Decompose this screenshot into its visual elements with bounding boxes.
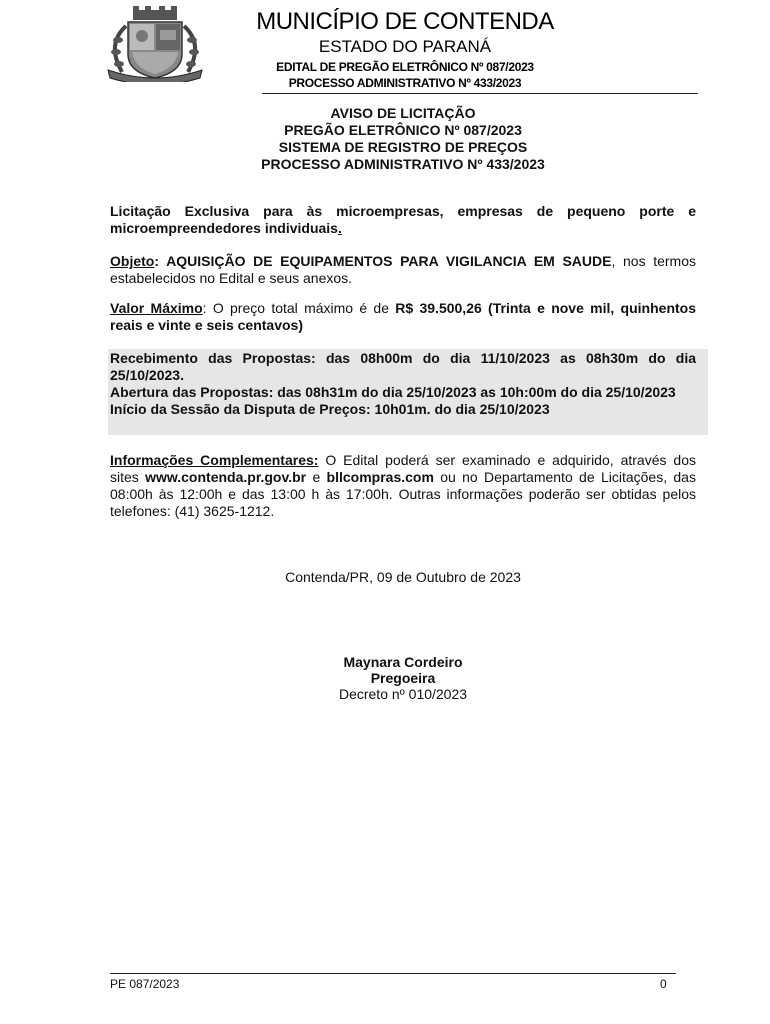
licitacao-paragraph — [110, 203, 696, 237]
info-text2: e — [306, 469, 327, 485]
notice-heading-line1: AVISO DE LICITAÇÃO — [330, 105, 476, 121]
municipality-title: MUNICÍPIO DE CONTENDA — [256, 8, 554, 35]
footer-divider — [110, 973, 676, 974]
info-label: Informações Complementares: — [110, 452, 319, 468]
licitacao-end: . — [337, 220, 342, 236]
objeto-paragraph — [110, 253, 696, 287]
notice-heading-line3: SISTEMA DE REGISTRO DE PREÇOS — [278, 139, 528, 155]
header-divider — [262, 93, 698, 94]
site-link-contenda[interactable]: www.contenda.pr.gov.br — [145, 469, 307, 485]
info-text1: O Edital poderá ser examinado e adquirido, através dos sites — [110, 452, 696, 485]
info-text3: ou no Departamento de Licitações, das 08:00h às 12:00h e das 13:00 h às 17:00h. Outras informações poderão ser obtidas pelos telefones: (41) 3625-1212. — [110, 469, 696, 519]
valor-label: Valor Máximo — [110, 300, 203, 316]
valor-mid: : O preço total máximo é de — [202, 300, 396, 316]
signatory-name: Maynara Cordeiro — [343, 654, 463, 670]
objeto-rest: , nos termos estabelecidos no Edital e seus anexos. — [110, 253, 696, 286]
valor-value: R$ 39.500,26 (Trinta e nove mil, quinhentos reais e vinte e seis centavos) — [110, 300, 696, 333]
notice-heading-line2: PREGÃO ELETRÔNICO Nº 087/2023 — [284, 122, 522, 138]
edital-number: EDITAL DE PREGÃO ELETRÔNICO Nº 087/2023 — [276, 60, 534, 74]
info-paragraph — [110, 452, 696, 520]
notice-heading-line4: PROCESSO ADMINISTRATIVO Nº 433/2023 — [261, 156, 545, 172]
footer-reference: PE 087/2023 — [110, 977, 180, 991]
signatory-role: Pregoeira — [370, 670, 436, 686]
inicio-line: Início da Sessão da Disputa de Preços: 10h01m. do dia 25/10/2023 — [110, 401, 550, 417]
objeto-value: AQUISIÇÃO DE EQUIPAMENTOS PARA VIGILANCIA EM SAUDE — [166, 253, 612, 269]
objeto-label: Objeto — [110, 253, 155, 269]
date-line: Contenda/PR, 09 de Outubro de 2023 — [285, 569, 521, 585]
objeto-colon: : — [154, 253, 167, 269]
processo-number: PROCESSO ADMINISTRATIVO Nº 433/2023 — [288, 76, 522, 90]
page-number: 0 — [660, 977, 667, 991]
abertura-line: Abertura das Propostas: das 08h31m do dia 25/10/2023 as 10h:00m do dia 25/10/2023 — [110, 384, 676, 400]
site-link-bllcompras[interactable]: bllcompras.com — [326, 469, 434, 485]
recebimento-line: Recebimento das Propostas: das 08h00m do dia 11/10/2023 as 08h30m do dia 25/10/2023. — [110, 350, 696, 383]
licitacao-text: Licitação Exclusiva para às microempresas, empresas de pequeno porte e microempreendedores individuais — [110, 203, 696, 236]
coat-of-arms-icon — [100, 6, 210, 82]
notice-heading — [110, 105, 696, 173]
dates-block — [110, 350, 696, 418]
signatory-decree: Decreto nº 010/2023 — [338, 686, 468, 702]
state-subtitle: ESTADO DO PARANÁ — [318, 37, 492, 56]
valor-paragraph — [110, 300, 696, 334]
